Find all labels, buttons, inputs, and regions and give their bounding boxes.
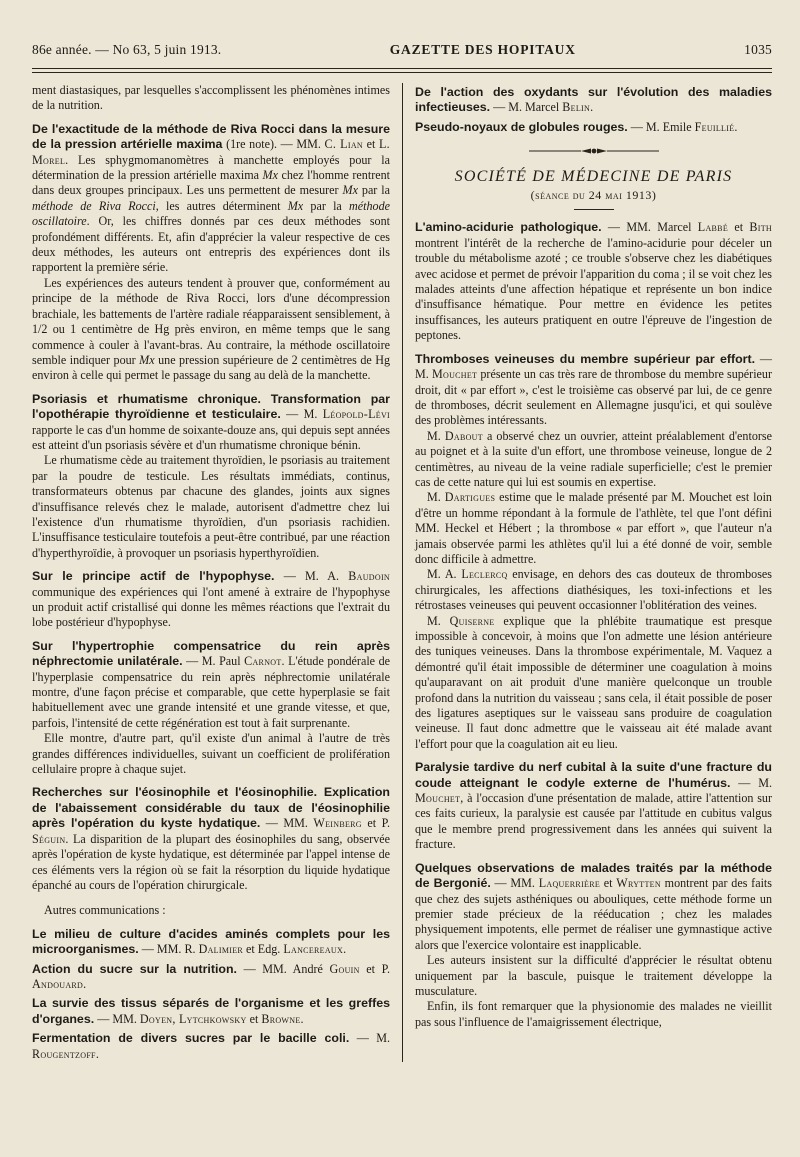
communication-item: [415, 120, 772, 135]
other-communications-label: Autres communications :: [44, 903, 166, 918]
article-text: , à l'occasion d'une présentation de malade, attire l'attention sur ces faits curieux, la paralysie est causée par l'attitude en cubitus valgus que le membre prend progressivement dans les années qui suivent la fracture.: [415, 791, 772, 852]
communication-item: [32, 1031, 390, 1062]
article-heading: Sur l'hypertrophie compensatrice du rein après néphrectomie unilatérale.: [32, 638, 390, 669]
article-heading: Pseudo-noyaux de globules rouges.: [415, 119, 628, 134]
issue-info: 86e année. — No 63, 5 juin 1913.: [32, 42, 222, 57]
author-name: Rougentzoff: [32, 1046, 96, 1061]
article-psoriasis: [32, 392, 390, 454]
ornament-divider: [415, 145, 772, 160]
article-text: rapporte le cas d'un homme de soixante-douze ans, qui depuis sept années est atteint d'un psoriasis sévère et d'un rhumatisme chronique bénin.: [32, 422, 390, 452]
article-text: — MM. Marcel: [601, 220, 698, 235]
communication-item: [32, 996, 390, 1027]
article-paragraph: [415, 567, 772, 613]
article-text: — M. A.: [274, 569, 349, 584]
communication-item: [32, 962, 390, 993]
article-text: présente un cas très rare de thrombose du membre supérieur droit, dit « par effort », c'est le troisième cas observé par lui, de ce genre de thromboses, décrit seulement en Allemagne jusqu'ici, et qui soulève des problèmes intéressants.: [415, 367, 772, 428]
article-text: chez l'homme rentrent dans deux groupes principaux. Les uns permettent de mesurer: [32, 168, 390, 198]
ornament-divider-icon: [529, 147, 659, 155]
article-text: par la: [303, 198, 350, 213]
symbol: Mx: [262, 168, 278, 183]
article-paragraph: [415, 614, 772, 753]
article-text: — MM. R.: [138, 942, 199, 957]
article-paralysie-cubital: [415, 760, 772, 852]
article-amino-acidurie: [415, 220, 772, 343]
article-text: montrent par des faits que chez des sujets asthéniques ou abouliques, cette méthode forme un premier stade précieux de la rééducation ; chez les malades physiquement impotents, elle permet de réaliser une gymnastique active alors que l'exercice volontaire est inapplicable.: [415, 876, 772, 952]
article-heading: Recherches sur l'éosinophile et l'éosinophilie. Explication de l'abaissement considérable du taux de l'éosinophilie après l'opération du kyste hydatique.: [32, 785, 390, 831]
left-column: [32, 83, 402, 1062]
term: méthode oscillatoire: [32, 198, 391, 229]
author-name: L. Morel: [32, 137, 390, 167]
article-text: — MM.: [94, 1011, 140, 1026]
article-text: envisage, en dehors des cas douteux de thromboses chirurgicales, les affections diathésiques, les toxi-infections et les rétrostases veineuses qui peuvent occasionner l'oblitération des veines.: [415, 567, 772, 613]
symbol: Mx: [139, 352, 155, 367]
article-paragraph: [415, 490, 772, 567]
article-rein: [32, 639, 390, 731]
article-heading: Fermentation de divers sucres par le bacille coli.: [32, 1031, 350, 1046]
article-heading: La survie des tissus séparés de l'organisme et les greffes d'organes.: [32, 996, 390, 1026]
article-text: .: [300, 1011, 304, 1026]
article-text: . L'étude pondérale de l'hyperplasie compensatrice du rein après néphrectomie unilatérale montre, d'une façon précise et comparable, que cette hyperplasie se fait habituellement avec une grande intensité et une grande vitesse, et que, parfois, l'intensité de cette régénération est tout à fait surprenante.: [32, 654, 390, 730]
right-column: [402, 83, 772, 1062]
article-heading: Thromboses veineuses du membre supérieur par effort.: [415, 351, 756, 366]
article-text: . Les sphygmomanomètres à manchette employés pour la détermination de la pression artérielle maxima: [32, 152, 390, 183]
article-text: — MM.: [260, 816, 314, 831]
author-name: Séguin: [32, 831, 66, 846]
article-heading: De l'exactitude de la méthode de Riva Rocci dans la mesure de la pression artérielle maxima: [32, 121, 390, 152]
article-text: et: [600, 876, 617, 891]
article-text: Les expériences des auteurs tendent à prouver que, conformément au principe de la méthode de Riva Rocci, lors d'une décompression brachiale, les battements de l'artère radiale réapparaissent sensiblement, à 1/2 ou 1 centimètre de Hg près environ, en même temps que le sang commence à couler à l'avant-bras. Au contraire, la méthode oscillatoire semble indiquer pour: [32, 275, 390, 367]
session-date: (séance du 24 mai 1913): [530, 188, 657, 203]
article-text: , les autres déterminent: [155, 198, 288, 213]
author-name: Weinberg: [313, 816, 362, 831]
author-name: C. Lian: [324, 137, 363, 152]
article-text: . Or, les chiffres donnés par ces deux méthodes sont profondément différents. Et, afin d'apprécier la valeur respective de ces deux méthodes, les auteurs ont entrepris des expériences dont ils rapportent la première série.: [32, 214, 390, 275]
article-text: .: [590, 100, 594, 115]
article-text: M.: [427, 428, 445, 443]
journal-title: GAZETTE DES HOPITAUX: [389, 42, 576, 57]
article-text: .: [95, 1046, 99, 1061]
article-text: et P.: [359, 961, 390, 976]
author-name: Carnot: [244, 654, 282, 669]
author-name: Mouchet: [415, 791, 461, 806]
article-text: explique que la phlébite traumatique est presque impossible à concevoir, à moins que l'on admette une lésion antérieure des tuniques veineuses. Dans la thrombose expérimentale, M. Vaquez a démontré qu'il était impossible de déterminer une coagulation à moins qu'auparavant on ait produit d'une manière quelconque un trouble profond dans la nutrition du vaisseau ; sans cela, il était possible de poser des ligatures aseptiques sur le vaisseau sans produire de coagulation veineuse. Il faut donc admettre que le vaisseau ait été malade avant l'effort pour que la coagulation ait eu lieu.: [415, 613, 772, 751]
short-rule: [574, 209, 614, 210]
author-name: Bith: [749, 220, 772, 235]
author-name: Andouard: [32, 976, 84, 991]
page-number: 1035: [744, 42, 772, 57]
header-rule: [32, 68, 772, 73]
article-paragraph: [415, 429, 772, 491]
body-columns: [32, 83, 772, 1062]
author-name: Mouchet: [431, 367, 478, 382]
author-name: Lancereaux: [283, 942, 344, 957]
article-paragraph: Les auteurs insistent sur la difficulté d'apprécier le résultat obtenu uniquement par la bascule, puisque le traitement développe la musculature.: [415, 953, 772, 998]
author-name: Belin: [562, 100, 591, 115]
article-text: — M. Paul: [182, 654, 245, 669]
term: méthode de Riva Rocci: [32, 198, 156, 213]
article-text: communique des expériences qui l'ont amené à extraire de l'hypophyse un produit actif cristallisé qui donne les mêmes réactions que l'extrait du lobe postérieur d'hypophyse.: [32, 584, 390, 630]
article-paragraph: [32, 276, 390, 384]
article-text: — M. Marcel: [490, 100, 563, 115]
article-text: — MM.: [490, 876, 539, 891]
running-header: [32, 0, 772, 58]
article-paragraph: Le rhumatisme cède au traitement thyroïdien, le psoriasis au traitement par la poudre de testicule. Les résultats immédiats, continus, transformateurs obtenus par chacune des glandes, joints aux signes d'insuffisance relevés chez le malade, autorisent d'admettre chez lui l'existence d'un rhumatisme thyroïdien, d'un psoriasis rachidien. L'insuffisance testiculaire toutefois a peut-être contribué, par une réaction d'hyperthyroïdie, à provoquer un psoriasis hyperthyroïdien.: [32, 453, 390, 560]
article-riva-rocci: [32, 122, 390, 276]
article-text: estime que le malade présenté par M. Mouchet est loin d'être un homme répondant à la formule de l'athlète, tel que l'ont défini MM. Heckel et Hébert ; la thrombose « par effort », que l'auteur n'a jamais observée parmi les athlètes qu'il lui a été donné de voir, semble donc difficile à admettre.: [415, 490, 772, 566]
article-bergonie: [415, 861, 772, 953]
symbol: Mx: [287, 198, 304, 213]
article-heading: Le milieu de culture d'acides aminés complets pour les microorganismes.: [32, 926, 390, 957]
author-name: Feuillié: [694, 119, 735, 134]
article-text: — M. Emile: [627, 119, 695, 134]
article-text: et: [728, 220, 750, 235]
article-text: et P.: [361, 816, 390, 831]
article-text: — M.: [415, 351, 772, 382]
author-name: Gouin: [329, 961, 360, 976]
article-text: — M.: [280, 407, 323, 422]
communication-item: [415, 85, 772, 116]
author-name: Laquerrière: [538, 876, 601, 891]
article-heading: Action du sucre sur la nutrition.: [32, 961, 237, 976]
article-eosinophile: [32, 785, 390, 893]
continued-paragraph: ment diastasiques, par lesquelles s'accomplissent les phénomènes intimes de la nutrition.: [32, 83, 390, 113]
article-text: — M.: [730, 775, 772, 790]
article-hypophyse: [32, 569, 390, 631]
article-text: M. A.: [427, 567, 462, 582]
article-text: par la: [357, 183, 390, 198]
article-thromboses: [415, 352, 772, 429]
article-text: — MM. André: [237, 961, 330, 976]
article-heading: Sur le principe actif de l'hypophyse.: [32, 569, 275, 584]
article-text: (1re note). — MM.: [222, 137, 325, 152]
author-name: Browne: [261, 1011, 301, 1026]
author-name: Baudoin: [348, 569, 390, 584]
article-paragraph: Elle montre, d'autre part, qu'il existe d'un animal à l'autre de très grandes différences individuelles, suivant un coefficient de prolifération cellulaire propre à chaque sujet.: [32, 731, 390, 777]
article-text: M.: [427, 613, 450, 628]
article-heading: Paralysie tardive du nerf cubital à la suite d'une fracture du coude atteignant le codyle externe de l'humérus.: [415, 760, 772, 790]
article-text: montrent l'intérêt de la recherche de l'amino-acidurie pour déceler un trouble du métabolisme azoté ; ce trouble s'observe chez les diabétiques avec acidose et permet de prévoir l'apparition du coma ; il se voit chez les malades atteints d'une affection hépatique et représente un bon indice d'insuffisance hématique. Pour mettre en évidence les petites insuffisances, les auteurs pratiquent en outre l'épreuve de l'ingestion de peptones.: [415, 235, 772, 343]
author-name: Quiserne: [449, 613, 495, 628]
society-title: SOCIÉTÉ DE MÉDECINE DE PARIS: [454, 167, 733, 185]
article-heading: L'amino-acidurie pathologique.: [415, 220, 602, 235]
author-name: Leclercq: [461, 567, 508, 582]
article-text: .: [343, 942, 347, 957]
article-heading: De l'action des oxydants sur l'évolution des maladies infectieuses.: [415, 85, 772, 115]
article-text: .: [83, 976, 87, 991]
article-text: — M.: [349, 1031, 390, 1046]
article-text: .: [734, 119, 738, 134]
author-name: Léopold-Lévi: [322, 407, 390, 422]
article-text: a observé chez un ouvrier, atteint préalablement d'entorse au poignet et à la suite d'un effort, une thrombose veineuse, longue de 2 centimètres, au niveau de la veine radiale superficielle; c'est le premier cas de cette nature qui lui est soumis en expertise.: [415, 428, 772, 489]
communication-item: [32, 927, 390, 958]
author-name: Dalimier: [198, 942, 244, 957]
article-heading: Psoriasis et rhumatisme chronique. Transformation par l'opothérapie thyroïdienne et testiculaire.: [32, 391, 390, 422]
author-name: Wrytten: [616, 876, 661, 891]
article-text: et Edg.: [243, 942, 284, 957]
article-text: M.: [427, 490, 445, 505]
symbol: Mx: [342, 183, 358, 198]
article-text: une pression supérieure de 2 centimètres de Hg environ à celle qui permet le passage du sang au delà de la manchette.: [32, 352, 391, 383]
author-name: Labbé: [697, 220, 729, 235]
article-paragraph: Enfin, ils font remarquer que la physionomie des malades ne vieillit pas sous l'influence de l'amaigrissement électrique,: [415, 999, 772, 1029]
author-name: Dartigues: [444, 490, 496, 505]
author-name: Doyen, Lytchkowsky: [139, 1011, 247, 1026]
author-name: Dabout: [444, 428, 483, 443]
article-heading: Quelques observations de malades traités par la méthode de Bergonié.: [415, 860, 772, 891]
article-text: et: [246, 1011, 262, 1026]
article-text: et: [362, 137, 379, 152]
article-text: . La disparition de la plupart des éosinophiles du sang, observée après l'opération de kyste hydatique, est déterminée par l'appel intense de ces éléments vers la région où se fait la résorption du liquide hydatique épanché au cours de l'opération chirurgicale.: [32, 831, 390, 892]
